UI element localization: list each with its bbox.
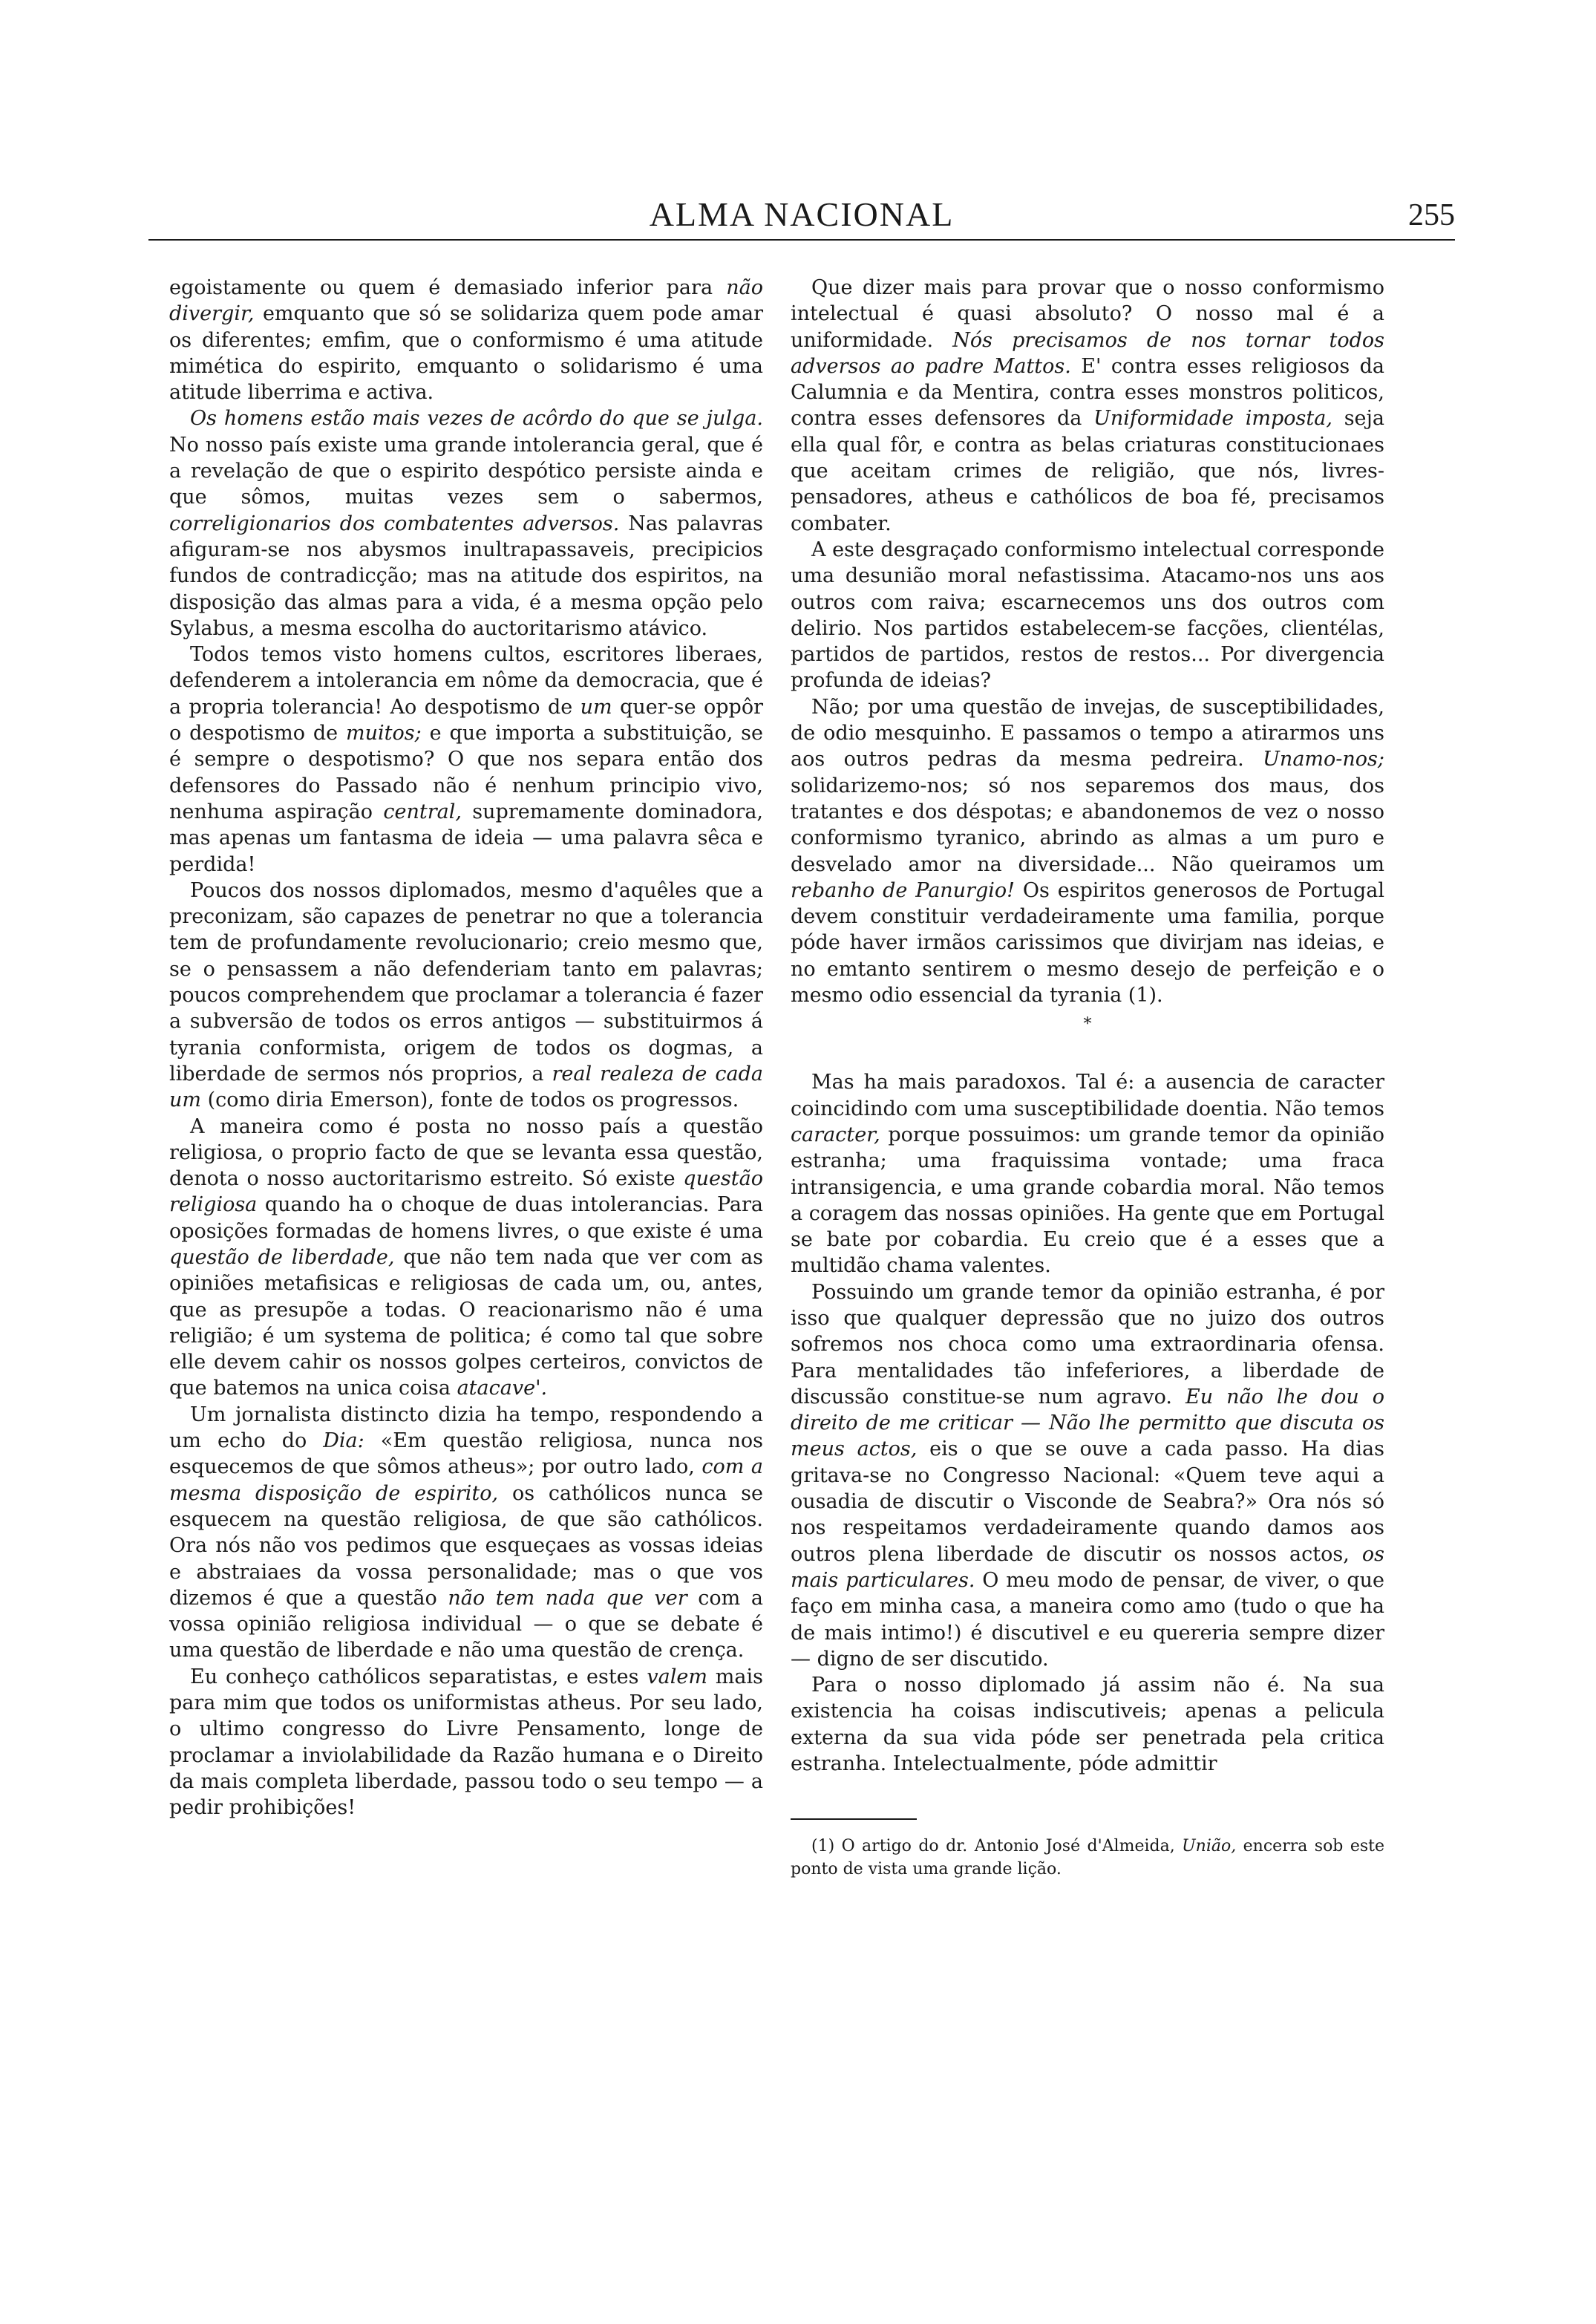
italic-run: rebanho de Panurgio! — [791, 878, 1016, 902]
footnote-divider — [791, 1818, 917, 1820]
text-run: E' contra esses religiosos da Calumnia e da Mentira, contra esses monstros politicos, contra esses defensores da — [791, 354, 1384, 431]
text-run: emquanto que só se solidariza quem pode amar os diferentes; emfim, que o conformismo é uma atitude mimética do espirito, emquanto o solidarismo é uma atitude liberrima e activa. — [169, 302, 763, 405]
italic-run: Uniformidade imposta, — [1093, 407, 1332, 431]
italic-run: os mais particulares. — [791, 1542, 1384, 1592]
text-run: Eu conheço cathólicos separatistas, e estes — [190, 1665, 647, 1688]
text-run: e que importa a substituição, se é sempre o despotismo? O que nos separa então dos defensores do Passado não é nenhum principio vivo, nenhuma aspiração — [169, 722, 763, 823]
paragraph — [791, 1279, 1384, 1672]
paragraph — [791, 694, 1384, 1009]
paragraph — [169, 405, 763, 642]
text-run: Um jornalista distincto dizia ha tempo, respondendo a um echo do — [169, 1403, 763, 1453]
page-number: 255 — [1408, 198, 1455, 232]
text-run: solidarizemo-nos; só nos separemos dos maus, dos tratantes e dos déspotas; e abandonemos de vez o nosso conformismo tyranico, abrindo as almas a um puro e desvelado amor na diversidade... Não queiramos um — [791, 774, 1384, 876]
right-column — [791, 275, 1384, 1881]
paragraph — [169, 878, 763, 1114]
italic-run: União, — [1182, 1837, 1237, 1856]
text-run: Mas ha mais paradoxos. Tal é: a ausencia de caracter coincidindo com uma susceptibilidade doentia. Não temos — [791, 1071, 1384, 1120]
italic-run: não tem nada que ver — [448, 1586, 687, 1610]
italic-run: muitos; — [346, 722, 422, 745]
section-separator: * — [1083, 1015, 1092, 1034]
italic-run: real realeza de cada um — [169, 1062, 763, 1112]
text-run: Nas palavras afiguram-se nos abysmos inultrapassaveis, precipicios fundos de contradicção; mas na atitude dos espiritos, na disposição das almas para a vida, é a mesma opção pelo Sylabus, a mesma escolha do auctoritarismo atávico. — [169, 512, 763, 640]
paragraph — [791, 1069, 1384, 1279]
text-run: (como diria Emerson), fonte de todos os progressos. — [201, 1088, 739, 1112]
italic-run: questão religiosa — [169, 1167, 763, 1217]
paragraph — [791, 537, 1384, 694]
italic-run: atacave'. — [457, 1377, 548, 1400]
italic-run: Nós precisamos de nos tornar todos adversos ao padre Mattos. — [791, 328, 1384, 378]
paragraph — [169, 642, 763, 878]
text-run: A maneira como é posta no nosso país a questão religiosa, o proprio facto de que se levanta essa questão, denota o nosso auctoritarismo estreito. Só existe — [169, 1114, 763, 1191]
text-run: «Em questão religiosa, nunca nos esquecemos de que sômos atheus»; por outro lado, — [169, 1429, 763, 1479]
text-run: Não; por uma questão de invejas, de susceptibilidades, de odio mesquinho. E passamos o tempo a atirarmos uns aos outros pedras da mesma pedreira. — [791, 695, 1384, 771]
italic-run: caracter, — [791, 1123, 880, 1146]
paragraph — [791, 275, 1384, 537]
text-run: supremamente dominadora, mas apenas um fantasma de ideia — uma palavra sêca e perdida! — [169, 800, 763, 876]
italic-run: um — [580, 695, 612, 719]
italic-run: central, — [383, 800, 462, 823]
text-run: No nosso país existe uma grande intolerancia geral, que é a revelação de que o espirito despótico persiste ainda e que sômos, muitas vezes sem o sabermos, — [169, 433, 763, 509]
paragraph — [169, 1114, 763, 1402]
text-run: (1) O artigo do dr. Antonio José d'Almeida, — [811, 1837, 1183, 1856]
text-run: os cathólicos nunca se esquecem na questão religiosa, de que são cathólicos. Ora nós não vos pedimos que esqueçaes as vossas ideias e abstraiaes da vossa personalidade; mas o que vos dizemos é que a questão — [169, 1481, 763, 1610]
text-run: Possuindo um grande temor da opinião estranha, é por isso que qualquer depressão que no juizo dos outros sofremos nos choca como uma extraordinaria ofensa. Para mentalidades tão infeferiores, a liberdade de discussão constitue-se num agravo. — [791, 1280, 1384, 1409]
text-run: com a vossa opinião religiosa individual — o que se debate é uma questão de liberdade e não uma questão de crença. — [169, 1586, 764, 1662]
italic-run: valem — [647, 1665, 707, 1688]
text-run: Os espiritos generosos de Portugal devem constituir verdadeiramente uma familia, porque póde haver irmãos carissimos que divirjam nas ideias, e no emtanto sentirem o mesmo desejo de perfeição e o mesmo odio essencial da tyrania (1). — [791, 878, 1384, 1008]
text-run: eis o que se ouve a cada passo. Ha dias gritava-se no Congresso Nacional: «Quem teve aqui a ousadia de discutir o Visconde de Seabra?» Ora nós só nos respeitamos verdadeiramente quando damos aos outros plena liberdade de discutir os nossos actos, — [791, 1437, 1384, 1566]
italic-run: correligionarios dos combatentes adversos. — [169, 512, 620, 535]
italic-run: Dia: — [323, 1429, 364, 1453]
italic-run: com a mesma disposição de espirito, — [169, 1455, 763, 1505]
text-run: Todos temos visto homens cultos, escritores liberaes, defenderem a intolerancia em nôme da democracia, que é a propria tolerancia! Ao despotismo de — [169, 643, 763, 719]
text-run: Poucos dos nossos diplomados, mesmo d'aquêles que a preconizam, são capazes de penetrar no que a tolerancia tem de profundamente revolucionario; creio mesmo que, se o pensassem a não defenderiam tanto em palavras; poucos comprehendem que proclamar a tolerancia é fazer a subversão de todos os erros antigos — substituirmos á tyrania conformista, origem de todos os dogmas, a liberdade de sermos nós proprios, a — [169, 878, 763, 1086]
text-run: quer-se oppôr o despotismo de — [169, 695, 763, 745]
text-run: seja ella qual fôr, e contra as belas criaturas constitucionaes que aceitam crimes de religião, que nós, livres-pensadores, atheus e cathólicos de boa fé, precisamos combater. — [791, 407, 1384, 535]
text-run: A este desgraçado conformismo intelectual corresponde uma desunião moral nefastissima. Atacamo-nos uns aos outros com raiva; escarnecemos uns dos outros com delirio. Nos partidos estabelecem-se facções, clientélas, partidos de partidos, restos de restos... Por divergencia profunda de ideias? — [791, 538, 1384, 693]
paragraph — [169, 1402, 763, 1664]
paragraph — [169, 275, 763, 405]
paragraph — [791, 1672, 1384, 1777]
text-run: O meu modo de pensar, de viver, o que faço em minha casa, a maneira como amo (tudo o que ha de mais intimo!) é discutivel e eu quereria sempre dizer — digno de ser discutido. — [791, 1568, 1384, 1671]
text-run: Que dizer mais para provar que o nosso conformismo intelectual é quasi absoluto? O nosso mal é a uniformidade. — [791, 276, 1384, 352]
italic-run: não divergir, — [169, 276, 763, 326]
text-run: porque possuimos: um grande temor da opinião estranha; uma fraquissima vontade; uma fraca intransigencia, e uma grande cobardia moral. Não temos a coragem das nossas opiniões. Ha gente que em Portugal se bate por cobardia. Eu creio que é a esses que a multidão chama valentes. — [791, 1123, 1384, 1278]
text-run: mais para mim que todos os uniformistas atheus. Por seu lado, o ultimo congresso do Livre Pensamento, longe de proclamar a inviolabilidade da Razão humana e o Direito da mais completa liberdade, passou todo o seu tempo — a pedir prohibições! — [169, 1665, 763, 1820]
italic-run: Eu não lhe dou o direito de me criticar — Não lhe permitto que discuta os meus actos, — [791, 1385, 1384, 1461]
text-run: egoistamente ou quem é demasiado inferior para — [169, 276, 727, 299]
footnote — [791, 1835, 1384, 1881]
italic-run: Unamo-nos; — [1263, 748, 1384, 771]
left-column — [169, 275, 763, 1821]
text-run: que não tem nada que ver com as opiniões metafisicas e religiosas de cada um, ou, antes, que as presupõe a todas. O reacionarismo não é uma religião; é um systema de politica; é como tal que sobre elle devem cahir os nossos golpes certeiros, convictos de que batemos na unica coisa — [169, 1245, 763, 1400]
paragraph — [169, 1664, 763, 1821]
page-header — [148, 195, 1455, 241]
text-run: encerra sob este ponto de vista uma grande lição. — [791, 1837, 1384, 1879]
italic-run: questão de liberdade, — [169, 1245, 395, 1269]
text-run: Para o nosso diplomado já assim não é. Na sua existencia ha coisas indiscutiveis; apenas a pelicula externa da sua vida póde ser penetrada pela critica estranha. Intelectualmente, póde admittir — [791, 1674, 1384, 1776]
running-title: ALMA NACIONAL — [649, 195, 955, 233]
text-run: quando ha o choque de duas intolerancias. Para oposições formadas de homens livres, o que existe é uma — [169, 1193, 763, 1243]
italic-run: Os homens estão mais vezes de acôrdo do que se julga. — [190, 407, 763, 431]
